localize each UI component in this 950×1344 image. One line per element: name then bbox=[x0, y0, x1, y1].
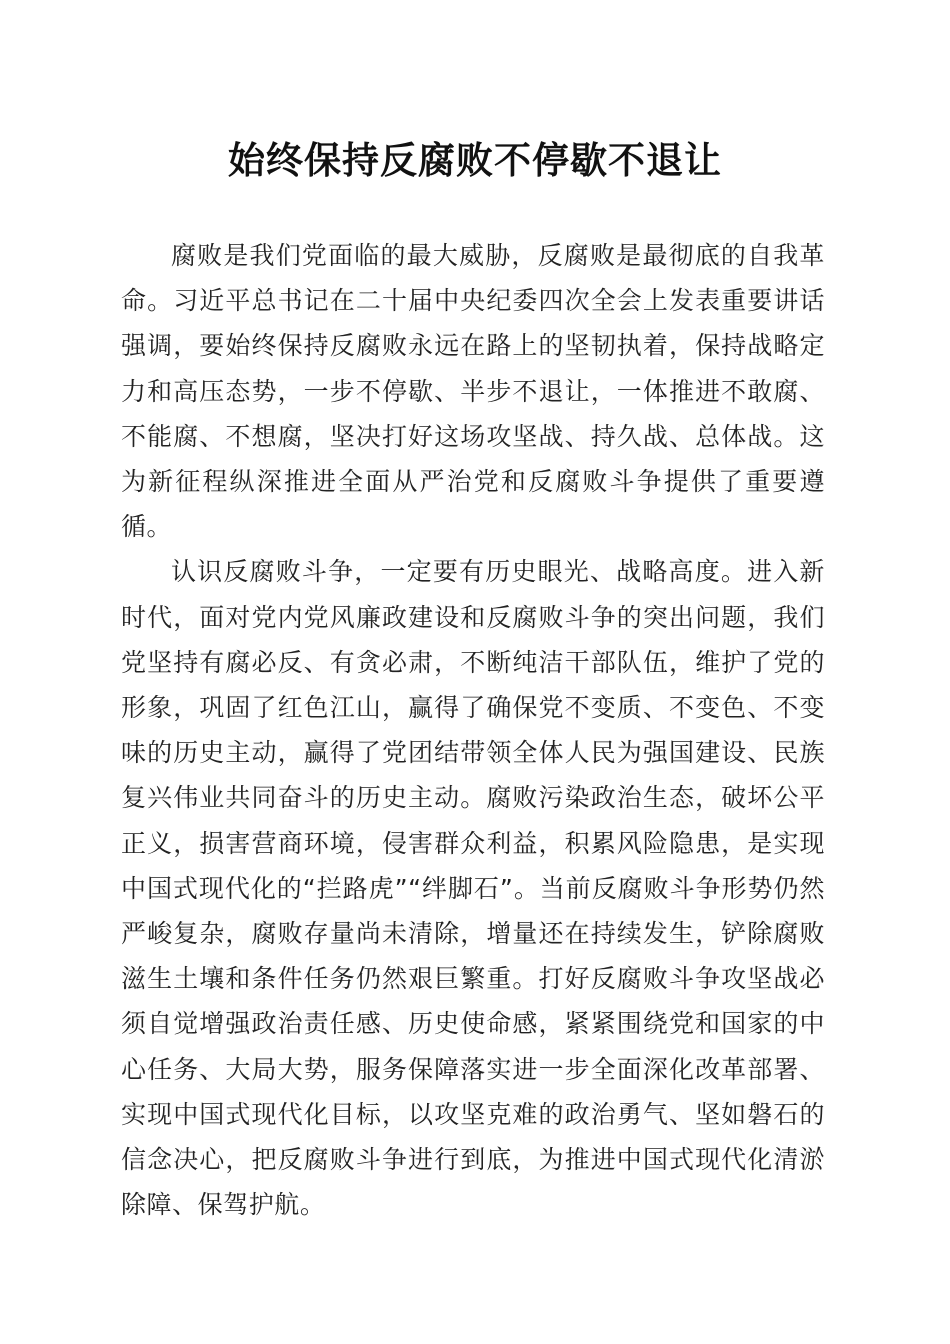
document-body bbox=[121, 233, 825, 1227]
paragraph: 腐败是我们党面临的最大威胁，反腐败是最彻底的自我革命。习近平总书记在二十届中央纪委四次全会上发表重要讲话强调，要始终保持反腐败永远在路上的坚韧执着，保持战略定力和高压态势，一步不停歇、半步不退让，一体推进不敢腐、不能腐、不想腐，坚决打好这场攻坚战、持久战、总体战。这为新征程纵深推进全面从严治党和反腐败斗争提供了重要遵循。 bbox=[121, 241, 825, 542]
document-title: 始终保持反腐败不停歇不退让 bbox=[228, 138, 722, 182]
paragraph: 认识反腐败斗争，一定要有历史眼光、战略高度。进入新时代，面对党内党风廉政建设和反腐败斗争的突出问题，我们党坚持有腐必反、有贪必肃，不断纯洁干部队伍，维护了党的形象，巩固了红色江山，赢得了确保党不变质、不变色、不变味的历史主动，赢得了党团结带领全体人民为强国建设、民族复兴伟业共同奋斗的历史主动。腐败污染政治生态，破坏公平正义，损害营商环境，侵害群众利益，积累风险隐患，是实现中国式现代化的“拦路虎”“绊脚石”。当前反腐败斗争形势仍然严峻复杂，腐败存量尚未清除，增量还在持续发生，铲除腐败滋生土壤和条件任务仍然艰巨繁重。打好反腐败斗争攻坚战必须自觉增强政治责任感、历史使命感，紧紧围绕党和国家的中心任务、大局大势，服务保障落实进一步全面深化改革部署、实现中国式现代化目标，以攻坚克难的政治勇气、坚如磐石的信念决心，把反腐败斗争进行到底，为推进中国式现代化清淤除障、保驾护航。 bbox=[121, 557, 825, 1220]
